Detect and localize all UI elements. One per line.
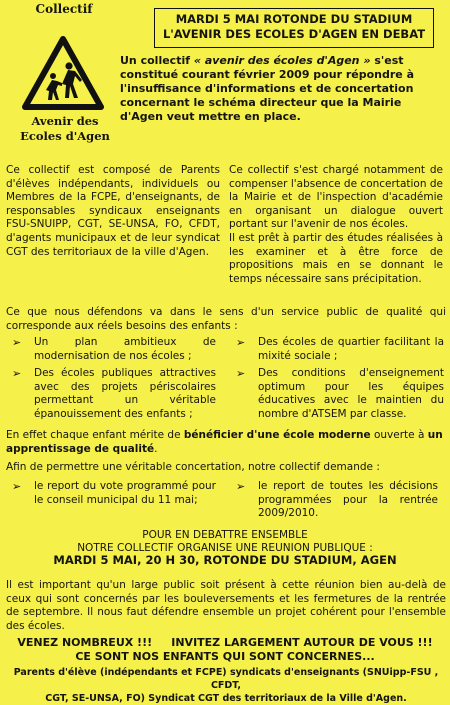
logo-subtitle-line1: Avenir des xyxy=(31,114,99,128)
meeting-date-place: MARDI 5 MAI, 20 H 30, ROTONDE DU STADIUM, AGEN xyxy=(53,553,397,567)
mission-paragraph-2: Il est prêt à partir des études réalisées à les examiner et à être force de propositions mais en se donnant le temps nécessaire sans précipitation. xyxy=(229,231,443,285)
signatories xyxy=(6,666,446,705)
bullet-periscolaire: Des écoles publiques attractives avec des projets périscolaires permettant un véritable épanouissement des enfants ; xyxy=(34,367,216,420)
bullet-icon: ➢ xyxy=(12,367,22,380)
bullet-icon: ➢ xyxy=(12,480,22,493)
logo-title: Collectif xyxy=(35,2,93,16)
call-to-action-line2: CE SONT NOS ENFANTS QUI SONT CONCERNES... xyxy=(75,650,375,663)
call-to-action-line1: VENEZ NOMBREUX !!! INVITEZ LARGEMENT AUTOUR DE VOUS !!! xyxy=(17,636,433,649)
event-header-box xyxy=(154,8,434,48)
meeting-line1: POUR EN DEBATTRE ENSEMBLE xyxy=(142,529,308,541)
intro-prefix: Un collectif xyxy=(120,54,194,67)
intro-suffix: s'est constitué courant février 2009 pour répondre à l'insuffisance d'informations et de concertation concernant le schéma directeur que la Mairie d'Agen veut mettre en place. xyxy=(120,54,414,123)
children-crossing-sign-icon xyxy=(22,36,104,110)
signatories-line2: CGT, SE-UNSA, FO) Syndicat CGT des territoriaux de la Ville d'Agen. xyxy=(45,693,407,704)
signatories-line1: Parents d'élève (indépendants et FCPE) syndicats d'enseignants (SNUipp-FSU , CFDT, xyxy=(13,667,439,691)
bullet-icon: ➢ xyxy=(12,336,22,349)
logo-subtitle-line2: Ecoles d'Agen xyxy=(20,129,110,143)
bullet-mixite: Des écoles de quartier facilitant la mixité sociale ; xyxy=(258,336,444,362)
event-header-line2: L'AVENIR DES ECOLES D'AGEN EN DEBAT xyxy=(162,27,426,41)
collective-name: « avenir des écoles d'Agen » xyxy=(193,54,371,67)
bullet-icon: ➢ xyxy=(236,480,246,493)
meeting-line2: NOTRE COLLECTIF ORGANISE UNE REUNION PUBLIQUE : xyxy=(77,541,373,554)
merit-bold-school: bénéficier d'une école moderne xyxy=(183,429,371,441)
composition-paragraph: Ce collectif est composé de Parents d'élèves indépendants, individuels ou Membres de la FCPE, d'enseignants, de responsables syndicaux enseignants FSU-SNUIPP, CGT, SE-UNSA, FO, CFDT, d'agents municipaux et de leur syndicat CGT des territoriaux de la ville d'Agen. xyxy=(6,164,220,258)
merit-bold-learning: un apprentissage de qualité xyxy=(6,429,443,455)
demand-intro: Afin de permettre une véritable concertation, notre collectif demande : xyxy=(6,461,380,473)
closing-paragraph: Il est important qu'un large public soit présent à cette réunion bien au-delà de ceux qui sont concernés par les bouleversements et les fermetures de la rentrée de septembre. Il nous faut défendre ensemble un projet cohérent pour l'ensemble des écoles. xyxy=(6,579,446,632)
event-header-line1: MARDI 5 MAI ROTONDE DU STADIUM xyxy=(175,12,413,26)
intro-paragraph xyxy=(120,54,444,124)
mission-paragraph-1: Ce collectif s'est chargé notamment de compenser l'absence de concertation de la Mairie et de l'inspection d'académie en organisant un dialogue ouvert portant sur l'avenir de nos écoles. xyxy=(229,164,443,231)
merit-prefix: En effet chaque enfant mérite de xyxy=(6,429,184,441)
bullet-icon: ➢ xyxy=(236,367,246,380)
bullet-vote-postponement: le report du vote programmé pour le conseil municipal du 11 mai; xyxy=(34,480,216,506)
bullet-decisions-postponement: le report de toutes les décisions programmées pour la rentrée 2009/2010. xyxy=(258,480,438,520)
bullet-icon: ➢ xyxy=(236,336,246,349)
merit-middle: ouverte à xyxy=(370,429,428,441)
merit-suffix: . xyxy=(154,442,158,455)
defend-intro: Ce que nous défendons va dans le sens d'un service public de qualité qui corresponde aux réels besoins des enfants : xyxy=(6,306,446,332)
merit-sentence xyxy=(6,429,446,456)
bullet-modernisation: Un plan ambitieux de modernisation de nos écoles ; xyxy=(34,336,216,362)
call-to-action xyxy=(10,636,440,664)
mission-column xyxy=(229,164,443,286)
meeting-announcement xyxy=(20,529,430,567)
bullet-atsem: Des conditions d'enseignement optimum pour les équipes éducatives avec le maintien du nombre d'ATSEM par classe. xyxy=(258,367,444,420)
logo-subtitle xyxy=(10,114,120,144)
